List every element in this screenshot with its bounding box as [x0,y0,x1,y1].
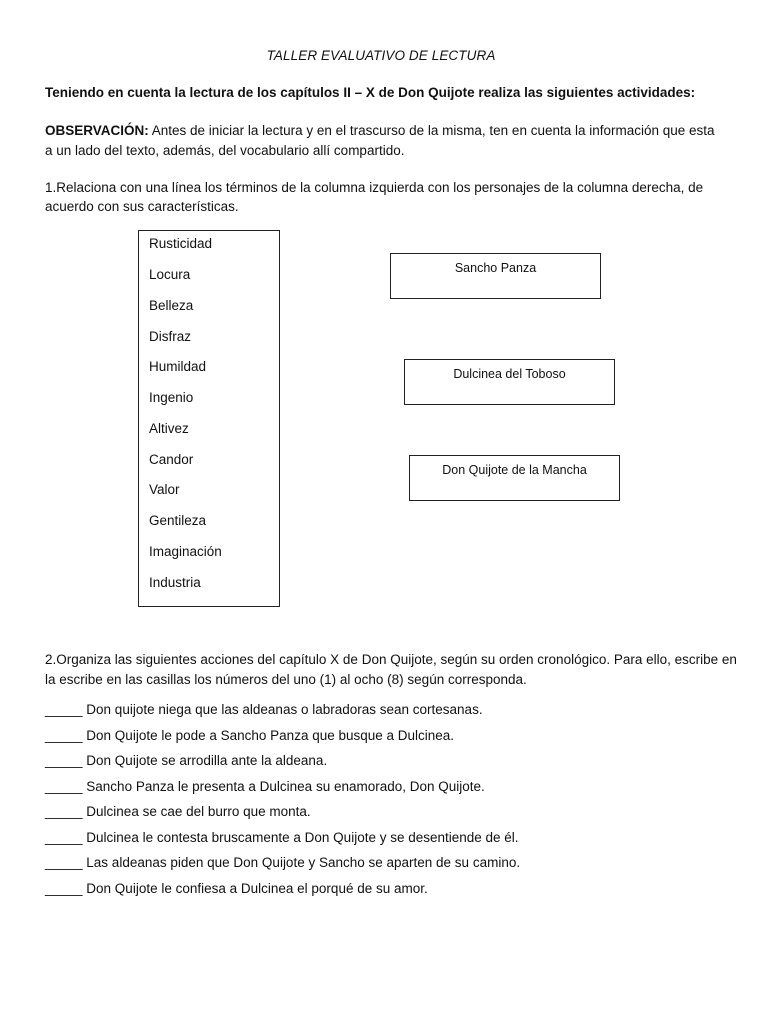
term-item: Candor [149,452,194,467]
term-item: Gentileza [149,513,207,528]
character-box-sancho: Sancho Panza [390,253,601,299]
observation-label: OBSERVACIÓN: [45,123,149,138]
observation-text-line1: Antes de iniciar la lectura y en el trascurso de la misma, ten en cuenta la información que esta [148,123,715,138]
term-item: Industria [149,575,201,590]
character-box-quijote: Don Quijote de la Mancha [409,455,620,501]
action-item: _____ Don Quijote le confiesa a Dulcinea el porqué de su amor. [45,880,428,896]
intro-instruction: Teniendo en cuenta la lectura de los capítulos II – X de Don Quijote realiza las siguientes actividades: [45,85,696,100]
observation-paragraph [45,123,715,138]
question2-text-line2: la escribe en las casillas los números del uno (1) al ocho (8) según corresponda. [45,672,527,687]
term-item: Altivez [149,421,189,436]
terms-column-box [138,230,280,607]
actions-list [45,702,520,906]
term-item: Rusticidad [149,236,213,251]
term-item: Humildad [149,359,207,374]
term-item: Valor [149,482,180,497]
question1-text-line2: acuerdo con sus características. [45,199,239,214]
observation-text-line2: a un lado del texto, además, del vocabulario allí compartido. [45,143,405,158]
action-item: _____ Las aldeanas piden que Don Quijote y Sancho se aparten de su camino. [45,855,521,870]
page-title: TALLER EVALUATIVO DE LECTURA [266,48,496,63]
action-item: _____ Dulcinea le contesta bruscamente a Don Quijote y se desentiende de él. [45,829,519,845]
action-item: _____ Don Quijote se arrodilla ante la aldeana. [45,753,328,768]
character-box-dulcinea: Dulcinea del Toboso [404,359,615,405]
term-item: Imaginación [149,544,222,559]
action-item: _____ Don Quijote le pode a Sancho Panza que busque a Dulcinea. [45,727,455,743]
term-item: Belleza [149,298,194,313]
term-item: Locura [149,267,191,282]
question1-text-line1: 1.Relaciona con una línea los términos de la columna izquierda con los personajes de la columna derecha, de [45,180,704,195]
question2-text-line1: 2.Organiza las siguientes acciones del capítulo X de Don Quijote, según su orden cronológico. Para ello, escribe en [45,652,737,667]
action-item: _____ Don quijote niega que las aldeanas o labradoras sean cortesanas. [45,702,483,717]
action-item: _____ Dulcinea se cae del burro que monta. [45,804,311,819]
term-item: Disfraz [149,329,192,344]
term-item: Ingenio [149,390,194,405]
action-item: _____ Sancho Panza le presenta a Dulcinea su enamorado, Don Quijote. [45,778,485,794]
